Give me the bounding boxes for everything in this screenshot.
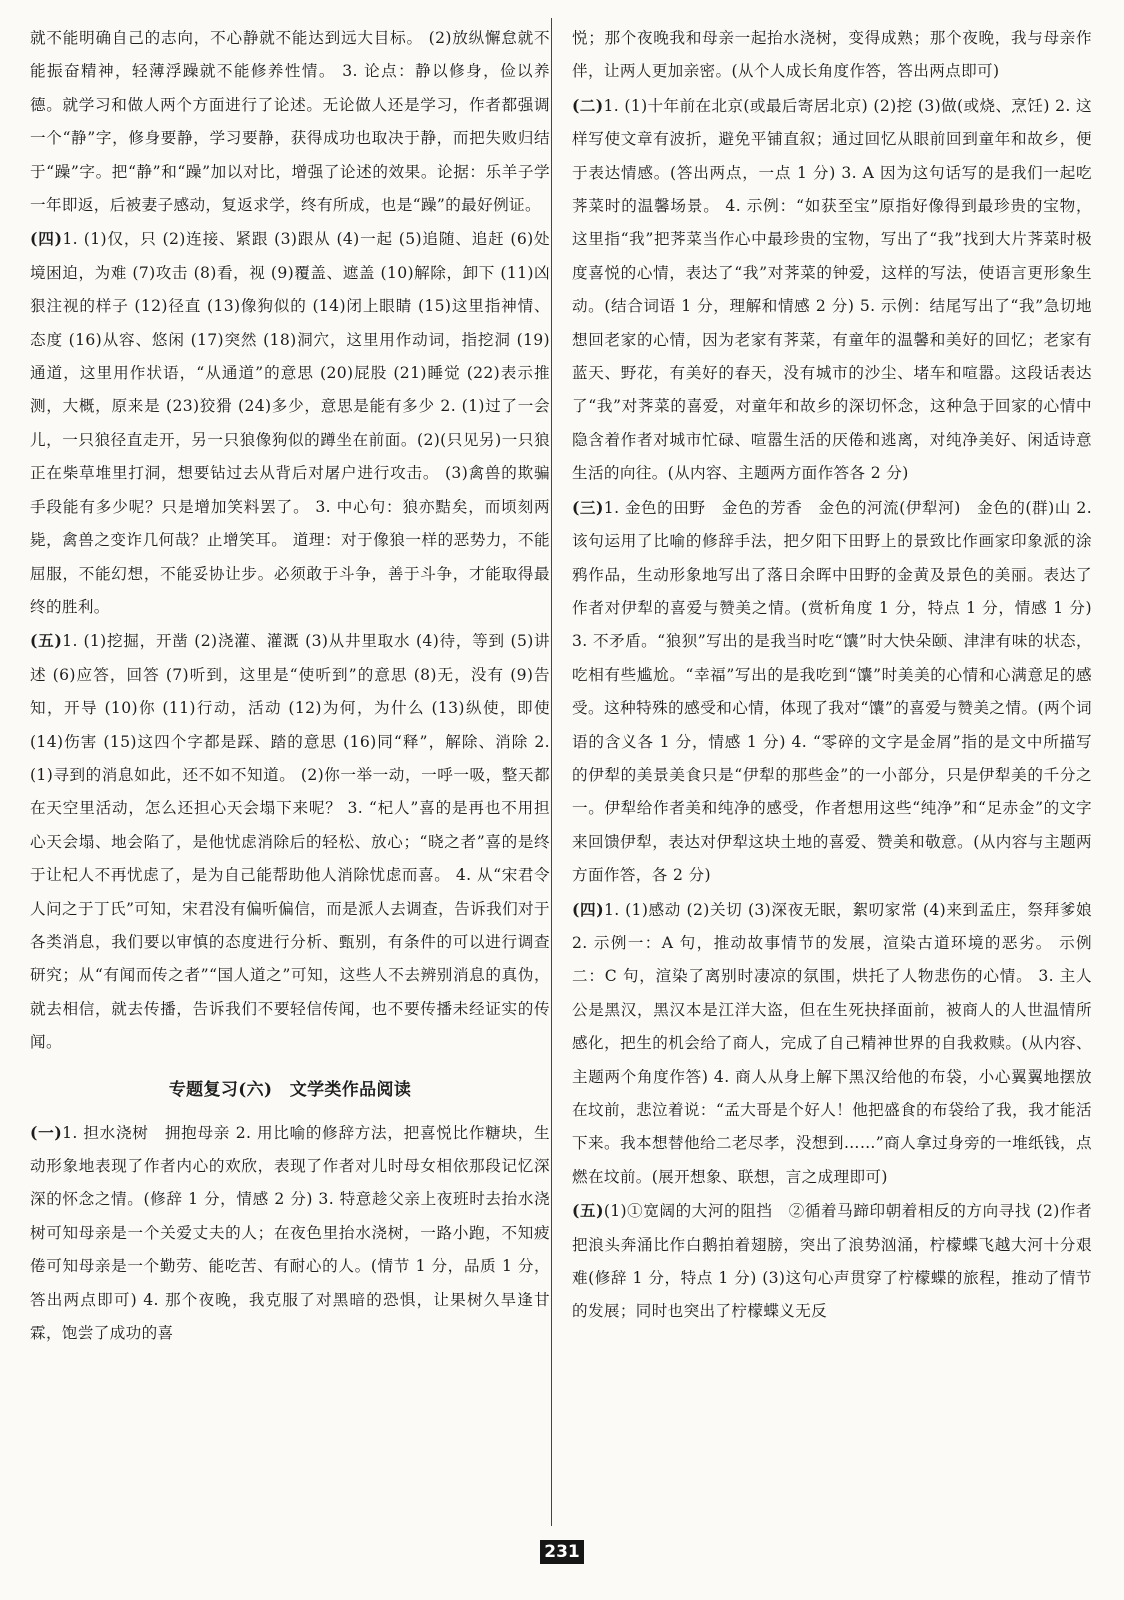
answer-text: 1. (1)挖掘，开凿 (2)浇灌、灌溉 (3)从井里取水 (4)待，等到 (5)讲述 (6)应答，回答 (7)听到，这里是“使听到”的意思 (8)无，没有 (9)告知，开导 (10)你 (11)行动，活动 (12)为何，为什么 (13)纵使，即使 (14)伤害 (15)这四个字都是踩、踏的意思 (16)同“释”，解除、消除 2. (1)寻到的消息如此，还不如不知道。 (2)你一举一动，一呼一吸，整天都在天空里活动，怎么还担心天会塌下来呢？ 3. “杞人”喜的是再也不用担心天会塌、地会陷了，是他忧虑消除后的轻松、放心；“晓之者”喜的是终于让杞人不再忧虑了，是为自己能帮助他人消除忧虑而喜。 4. 从“宋君令人问之于丁氏”可知，宋君没有偏听偏信，而是派人去调查，告诉我们对于各类消息，我们要以审慎的态度进行分析、甄别，有条件的可以进行调查研究；从“有闻而传之者”“国人道之”可知，这些人不去辨别消息的真伪，就去相信，就去传播，告诉我们不要轻信传闻，也不要传播未经证实的传闻。 (30, 632, 550, 1052)
section-label: (三) (572, 497, 604, 517)
answer-text: 1. (1)十年前在北京(或最后寄居北京) (2)挖 (3)做(或烧、烹饪) 2. 这样写使文章有波折，避免平铺直叙；通过回忆从眼前回到童年和故乡，便于表达情感。(答出两点，一点 1 分) 3. A 因为这句话写的是我们一起吃荠菜时的温馨场景。 4. 示例：“如获至宝”原指好像得到最珍贵的宝物，这里指“我”把荠菜当作心中最珍贵的宝物，写出了“我”找到大片荠菜时极度喜悦的心情，表达了“我”对荠菜的钟爱，这样的写法，使语言更形象生动。(结合词语 1 分，理解和情感 2 分) 5. 示例：结尾写出了“我”急切地想回老家的心情，因为老家有荠菜，有童年的温馨和美好的回忆；老家有蓝天、野花，有美好的春天，没有城市的沙尘、堵车和喧嚣。这段话表达了“我”对荠菜的喜爱，对童年和故乡的深切怀念，这种急于回家的心情中隐含着作者对城市忙碌、喧嚣生活的厌倦和逃离，对纯净美好、闲适诗意生活的向往。(从内容、主题两方面作答各 2 分) (572, 96, 1092, 483)
left-column (30, 22, 550, 1350)
chapter-heading: 专题复习(六) 文学类作品阅读 (168, 1079, 412, 1100)
answer-text: 1. 担水浇树 拥抱母亲 2. 用比喻的修辞方法，把喜悦比作糖块，生动形象地表现了作者内心的欢欣，表现了作者对儿时母女相依那段记忆深深的怀念之情。(修辞 1 分，情感 2 分) 3. 特意趁父亲上夜班时去抬水浇树可知母亲是一个关爱丈夫的人；在夜色里抬水浇树，一路小跑，不知疲倦可知母亲是一个勤劳、能吃苦、有耐心的人。(情节 1 分，品质 1 分，答出两点即可) 4. 那个夜晚，我克服了对黑暗的恐惧，让果树久旱逢甘霖，饱尝了成功的喜 (30, 1123, 551, 1343)
answer-block-topic-2 (572, 89, 1092, 491)
answer-block-topic-1 (30, 1116, 550, 1351)
answer-block-topic-3 (572, 491, 1092, 893)
answer-text: (1)①宽阔的大河的阻挡 ②循着马蹄印朝着相反的方向寻找 (2)作者把浪头奔涌比作白鹅拍着翅膀，突出了浪势汹涌，柠檬蝶飞越大河十分艰难(修辞 1 分，特点 1 分) (3)这句心声贯穿了柠檬蝶的旅程，推动了情节的发展；同时也突出了柠檬蝶义无反 (572, 1202, 1092, 1321)
answer-block-topic-4 (572, 893, 1092, 1195)
section-label: (五) (572, 1201, 604, 1221)
left-paragraph-continuation: 就不能明确自己的志向，不心静就不能达到远大目标。 (2)放纵懈怠就不能振奋精神，轻薄浮躁就不能修养性情。 3. 论点：静以修身，俭以养德。就学习和做人两个方面进行了论述。无论做人还是学习，作者都强调一个“静”字，修身要静，学习要静，获得成功也取决于静，而把失败归结于“躁”字。把“静”和“躁”加以对比，增强了论述的效果。论据：乐羊子学一年即返，后被妻子感动，复返求学，终有所成，也是“躁”的最好例证。 (30, 29, 550, 215)
section-label: (一) (30, 1122, 63, 1142)
section-label: (五) (30, 631, 63, 651)
right-column (572, 22, 1092, 1329)
answer-text: 1. (1)感动 (2)关切 (3)深夜无眠，絮叨家常 (4)来到孟庄，祭拜爹娘 2. 示例一：A 句，推动故事情节的发展，渲染古道环境的恶劣。 示例二：C 句，渲染了离别时凄凉的氛围，烘托了人物悲伤的心情。 3. 主人公是黑汉，黑汉本是江洋大盗，但在生死抉择面前，被商人的人世温情所感化，把生的机会给了商人，完成了自己精神世界的自我救赎。(从内容、主题两个角度作答) 4. 商人从身上解下黑汉给他的布袋，小心翼翼地摆放在坟前，悲泣着说：“孟大哥是个好人！他把盛食的布袋给了我，我才能活下来。我本想替他给二老尽孝，没想到……”商人拿过身旁的一堆纸钱，点燃在坟前。(展开想象、联想，言之成理即可) (572, 900, 1092, 1186)
page-number: 231 (540, 1540, 584, 1564)
section-label: (四) (572, 899, 604, 919)
right-paragraph-continuation: 悦；那个夜晚我和母亲一起抬水浇树，变得成熟；那个夜晚，我与母亲作伴，让两人更加亲密。(从个人成长角度作答，答出两点即可) (572, 29, 1092, 81)
answer-block-topic-5 (572, 1194, 1092, 1329)
answer-block-4 (30, 222, 550, 624)
column-divider (551, 18, 552, 1526)
answer-text: 1. (1)仅，只 (2)连接、紧跟 (3)跟从 (4)一起 (5)追随、追赶 (6)处境困迫，为难 (7)攻击 (8)看，视 (9)覆盖、遮盖 (10)解除，卸下 (11)凶狠注视的样子 (12)径直 (13)像狗似的 (14)闭上眼睛 (15)这里指神情、态度 (16)从容、悠闲 (17)突然 (18)洞穴，这里用作动词，指挖洞 (19)通道，这里用作状语，“从通道”的意思 (20)屁股 (21)睡觉 (22)表示推测，大概，原来是 (23)狡猾 (24)多少，意思是能有多少 2. (1)过了一会儿，一只狼径直走开，另一只狼像狗似的蹲坐在前面。(2)(只见另)一只狼正在柴草堆里打洞，想要钻过去从背后对屠户进行攻击。 (3)禽兽的欺骗手段能有多少呢？只是增加笑料罢了。 3. 中心句：狼亦黠矣，而顷刻两毙，禽兽之变诈几何哉？止增笑耳。 道理：对于像狼一样的恶势力，不能屈服，不能幻想，不能妥协让步。必须敢于斗争，善于斗争，才能取得最终的胜利。 (30, 230, 550, 616)
section-label: (二) (572, 95, 604, 115)
answer-block-5 (30, 624, 550, 1059)
answer-text: 1. 金色的田野 金色的芳香 金色的河流(伊犁河) 金色的(群)山 2. 该句运用了比喻的修辞手法，把夕阳下田野上的景致比作画家印象派的涂鸦作品，生动形象地写出了落日余晖中田野的金黄及景色的美丽。表达了作者对伊犁的喜爱与赞美之情。(赏析角度 1 分，特点 1 分，情感 1 分) 3. 不矛盾。“狼狈”写出的是我当时吃“馕”时大快朵颐、津津有味的状态，吃相有些尴尬。“幸福”写出的是我吃到“馕”时美美的心情和心满意足的感受。这种特殊的感受和心情，体现了我对“馕”的喜爱与赞美之情。(两个词语的含义各 1 分，情感 1 分) 4. “零碎的文字是金屑”指的是文中所描写的伊犁的美景美食只是“伊犁的那些金”的一小部分，只是伊犁美的千分之一。伊犁给作者美和纯净的感受，作者想用这些“纯净”和“足赤金”的文字来回馈伊犁，表达对伊犁这块土地的喜爱、赞美和敬意。(从内容与主题两方面作答，各 2 分) (572, 498, 1093, 885)
section-label: (四) (30, 229, 63, 249)
